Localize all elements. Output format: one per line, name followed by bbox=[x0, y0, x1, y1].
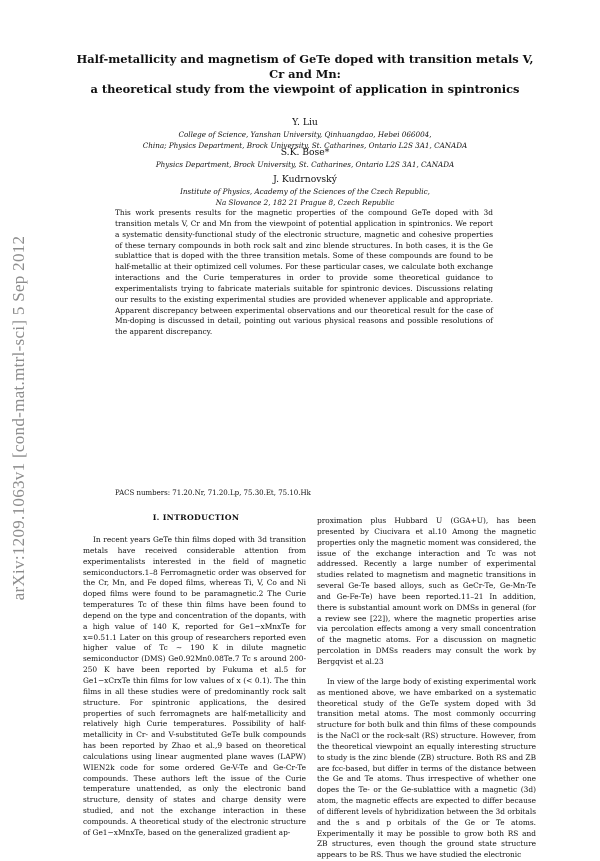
intro-paragraph-1-continued: proximation plus Hubbard U (GGA+U), has been presented by Ciucivara et al.10 Among the magnetic properties only the magnetic moment was considered, the issue of the exchange interaction and Tc was not addressed. Recently a large number of experimental studies related to magnetism and magnetic transitions in several Ge-Te based alloys, such as GeCr-Te, Ge-Mn-Te and Ge-Fe-Te) have been reported.11–21 In addition, there is substantial amount work on DMSs in general (for a review see [22]), where the magnetic properties arise via percolation effects among a very small concentration of the magnetic atoms. For a discussion on magnetic percolation in DMSs readers may consult the work by Bergqvist et al.23 bbox=[317, 516, 536, 666]
paper-title bbox=[70, 52, 540, 97]
author-affiliation-3 bbox=[62, 186, 548, 208]
section-heading-introduction: I. INTRODUCTION bbox=[152, 513, 240, 522]
affiliation-3-line-1: Institute of Physics, Academy of the Sciences of the Czech Republic, bbox=[180, 187, 430, 196]
affiliation-3-line-2: Na Slovance 2, 182 21 Prague 8, Czech Republic bbox=[215, 198, 395, 207]
title-line-2: a theoretical study from the viewpoint of application in spintronics bbox=[90, 82, 520, 96]
left-column bbox=[83, 535, 306, 839]
pacs-numbers: PACS numbers: 71.20.Nr, 71.20.Lp, 75.30.Et, 75.10.Hk bbox=[115, 489, 311, 497]
abstract: This work presents results for the magnetic properties of the compound GeTe doped with 3d transition metals V, Cr and Mn from the viewpoint of potential application in spintronics. We report a systematic density-functional study of the electronic structure, magnetic and cohesive properties of these ternary compounds in both rock salt and zinc blende structures. In both cases, it is the Ge sublattice that is doped with the three transition metals. Some of these compounds are found to be half-metallic at their optimized cell volumes. For these particular cases, we calculate both exchange interactions and the Curie temperatures in order to provide some theoretical guidance to experimentalists trying to fabricate materials suitable for spintronic devices. Discussions relating our results to the existing experimental studies are provided whenever applicable and appropriate. Apparent discrepancy between experimental observations and our theoretical result for the case of Mn-doping is discussed in detail, pointing out various physical reasons and possible resolutions of the apparent discrepancy. bbox=[115, 208, 493, 337]
affiliation-1-line-2: China; Physics Department, Brock University, St. Catharines, Ontario L2S 3A1, CANADA bbox=[142, 141, 468, 150]
author-affiliation-2 bbox=[62, 159, 548, 170]
intro-paragraph-1: In recent years GeTe thin films doped with 3d transition metals have received considerable attention from experimentalists interested in the field of magnetic semiconductors.1–8 Ferromagnetic order was observed for the Cr, Mn, and Fe doped films, whereas Ti, V, Co and Ni doped films were found to be paramagnetic.2 The Curie temperatures Tc of these thin films have been found to depend on the type and concentration of the dopants, with a high value of 140 K, reported for Ge1−xMnxTe for x=0.51.1 Later on this group of researchers reported even higher value of Tc ∼ 190 K in dilute magnetic semiconductor (DMS) Ge0.92Mn0.08Te.7 Tc s around 200-250 K have been reported by Fukuma et al.5 for Ge1−xCrxTe thin films for low values of x (< 0.1). The thin films in all these studies were of predominantly rock salt structure. For spintronic applications, the desired properties of such ferromagnets are half-metallicity and relatively high Curie temperatures. Possibility of half-metallicity in Cr- and V-substituted GeTe bulk compounds has been reported by Zhao et al.,9 based on theoretical calculations using linear augmented plane waves (LAPW) WIEN2k code for some ordered Ge-V-Te and Ge-Cr-Te compounds. These authors left the issue of the Curie temperature unattended, as only the electronic band structure, density of states and charge density were studied, and not the exchange interaction in these compounds. A theoretical study of the electronic structure of Ge1−xMnxTe, based on the generalized gradient ap- bbox=[83, 535, 306, 837]
intro-paragraph-2: In view of the large body of existing experimental work as mentioned above, we have embarked on a systematic theoretical study of the GeTe system doped with 3d transition metal atoms. The most commonly occurring structure for both bulk and thin films of these compounds is the NaCl or the rock-salt (RS) structure. However, from the theoretical viewpoint an equally interesting structure to study is the zinc blende (ZB) structure. Both RS and ZB are fcc-based, but differ in terms of the distance between the Ge and Te atoms. Thus irrespective of whether one dopes the Te- or the Ge-sublattice with a magnetic (3d) atom, the magnetic effects are expected to differ because of different levels of hybridization between the 3d orbitals and the s and p orbitals of the Ge or Te atoms. Experimentally it may be possible to grow both RS and ZB structures, even though the ground state structure appears to be RS. Thus we have studied the electronic bbox=[317, 676, 536, 860]
right-column bbox=[317, 516, 536, 861]
author-name-2: S.K. Bose* bbox=[280, 147, 330, 158]
author-name-1: Y. Liu bbox=[292, 117, 318, 128]
title-line-1: Half-metallicity and magnetism of GeTe doped with transition metals V, Cr and Mn: bbox=[76, 52, 534, 81]
author-name-3: J. Kudrnovský bbox=[273, 174, 337, 185]
affiliation-1-line-1: College of Science, Yanshan University, Qinhuangdao, Hebei 066004, bbox=[178, 130, 432, 139]
arxiv-identifier-stamp: arXiv:1209.1063v1 [cond-mat.mtrl-sci] 5 Sep 2012 bbox=[9, 235, 28, 601]
affiliation-2-line-1: Physics Department, Brock University, St. Catharines, Ontario L2S 3A1, CANADA bbox=[155, 160, 455, 169]
